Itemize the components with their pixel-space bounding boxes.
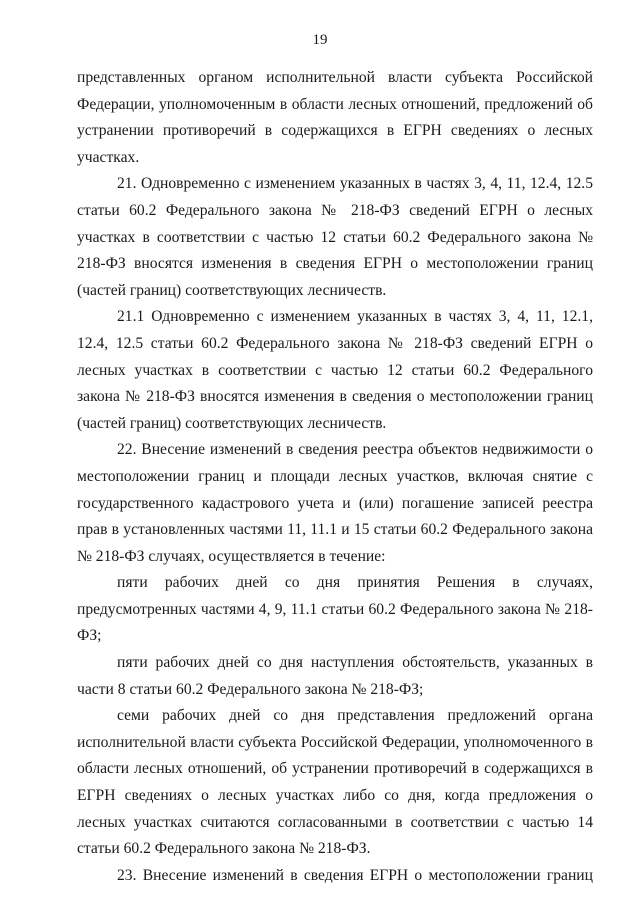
paragraph-22-item-3: семи рабочих дней со дня представления предложений органа исполнительной власти субъекта Российской Федерации, уполномоченного в области лесных отношений, об устранении противоречий в содержащихся в ЕГРН сведениях о лесных участках либо со дня, когда предложения о лесных участках считаются согласованными в соответствии с частью 14 статьи 60.2 Федерального закона № 218-ФЗ. [77,707,593,858]
paragraph-21: 21. Одновременно с изменением указанных в частях 3, 4, 11, 12.4, 12.5 статьи 60.2 Федерального закона № 218-ФЗ сведений ЕГРН о лесных участках в соответствии с частью 12 статьи 60.2 Федерального закона № 218-ФЗ вносятся изменения в сведения ЕГРН о местоположении границ (частей границ) соответствующих лесничеств. [77,175,593,299]
page-number: 19 [312,32,328,48]
paragraph-continuation: представленных органом исполнительной власти субъекта Российской Федерации, уполномоченным в области лесных отношений, предложений об устранении противоречий в содержащихся в ЕГРН сведениях о лесных участках. [77,69,593,166]
paragraph-21-1: 21.1 Одновременно с изменением указанных в частях 3, 4, 11, 12.1, 12.4, 12.5 статьи 60.2 Федерального закона № 218-ФЗ сведений ЕГРН о лесных участках в соответствии с частью 12 статьи 60.2 Федерального закона № 218-ФЗ вносятся изменения в сведения о местоположении границ (частей границ) соответствующих лесничеств. [77,308,593,432]
paragraph-23: 23. Внесение изменений в сведения ЕГРН о местоположении границ [117,866,593,884]
paragraph-22-item-2: пяти рабочих дней со дня наступления обстоятельств, указанных в части 8 статьи 60.2 Федерального закона № 218-ФЗ; [77,654,593,698]
paragraph-22-item-1: пяти рабочих дней со дня принятия Решения в случаях, предусмотренных частями 4, 9, 11.1 статьи 60.2 Федерального закона № 218-ФЗ; [77,574,593,645]
document-body [77,65,593,889]
paragraph-22: 22. Внесение изменений в сведения реестра объектов недвижимости о местоположении границ и площади лесных участков, включая снятие с государственного кадастрового учета и (или) погашение записей реестра прав в установленных частями 11, 11.1 и 15 статьи 60.2 Федерального закона № 218-ФЗ случаях, осуществляется в течение: [77,441,593,565]
